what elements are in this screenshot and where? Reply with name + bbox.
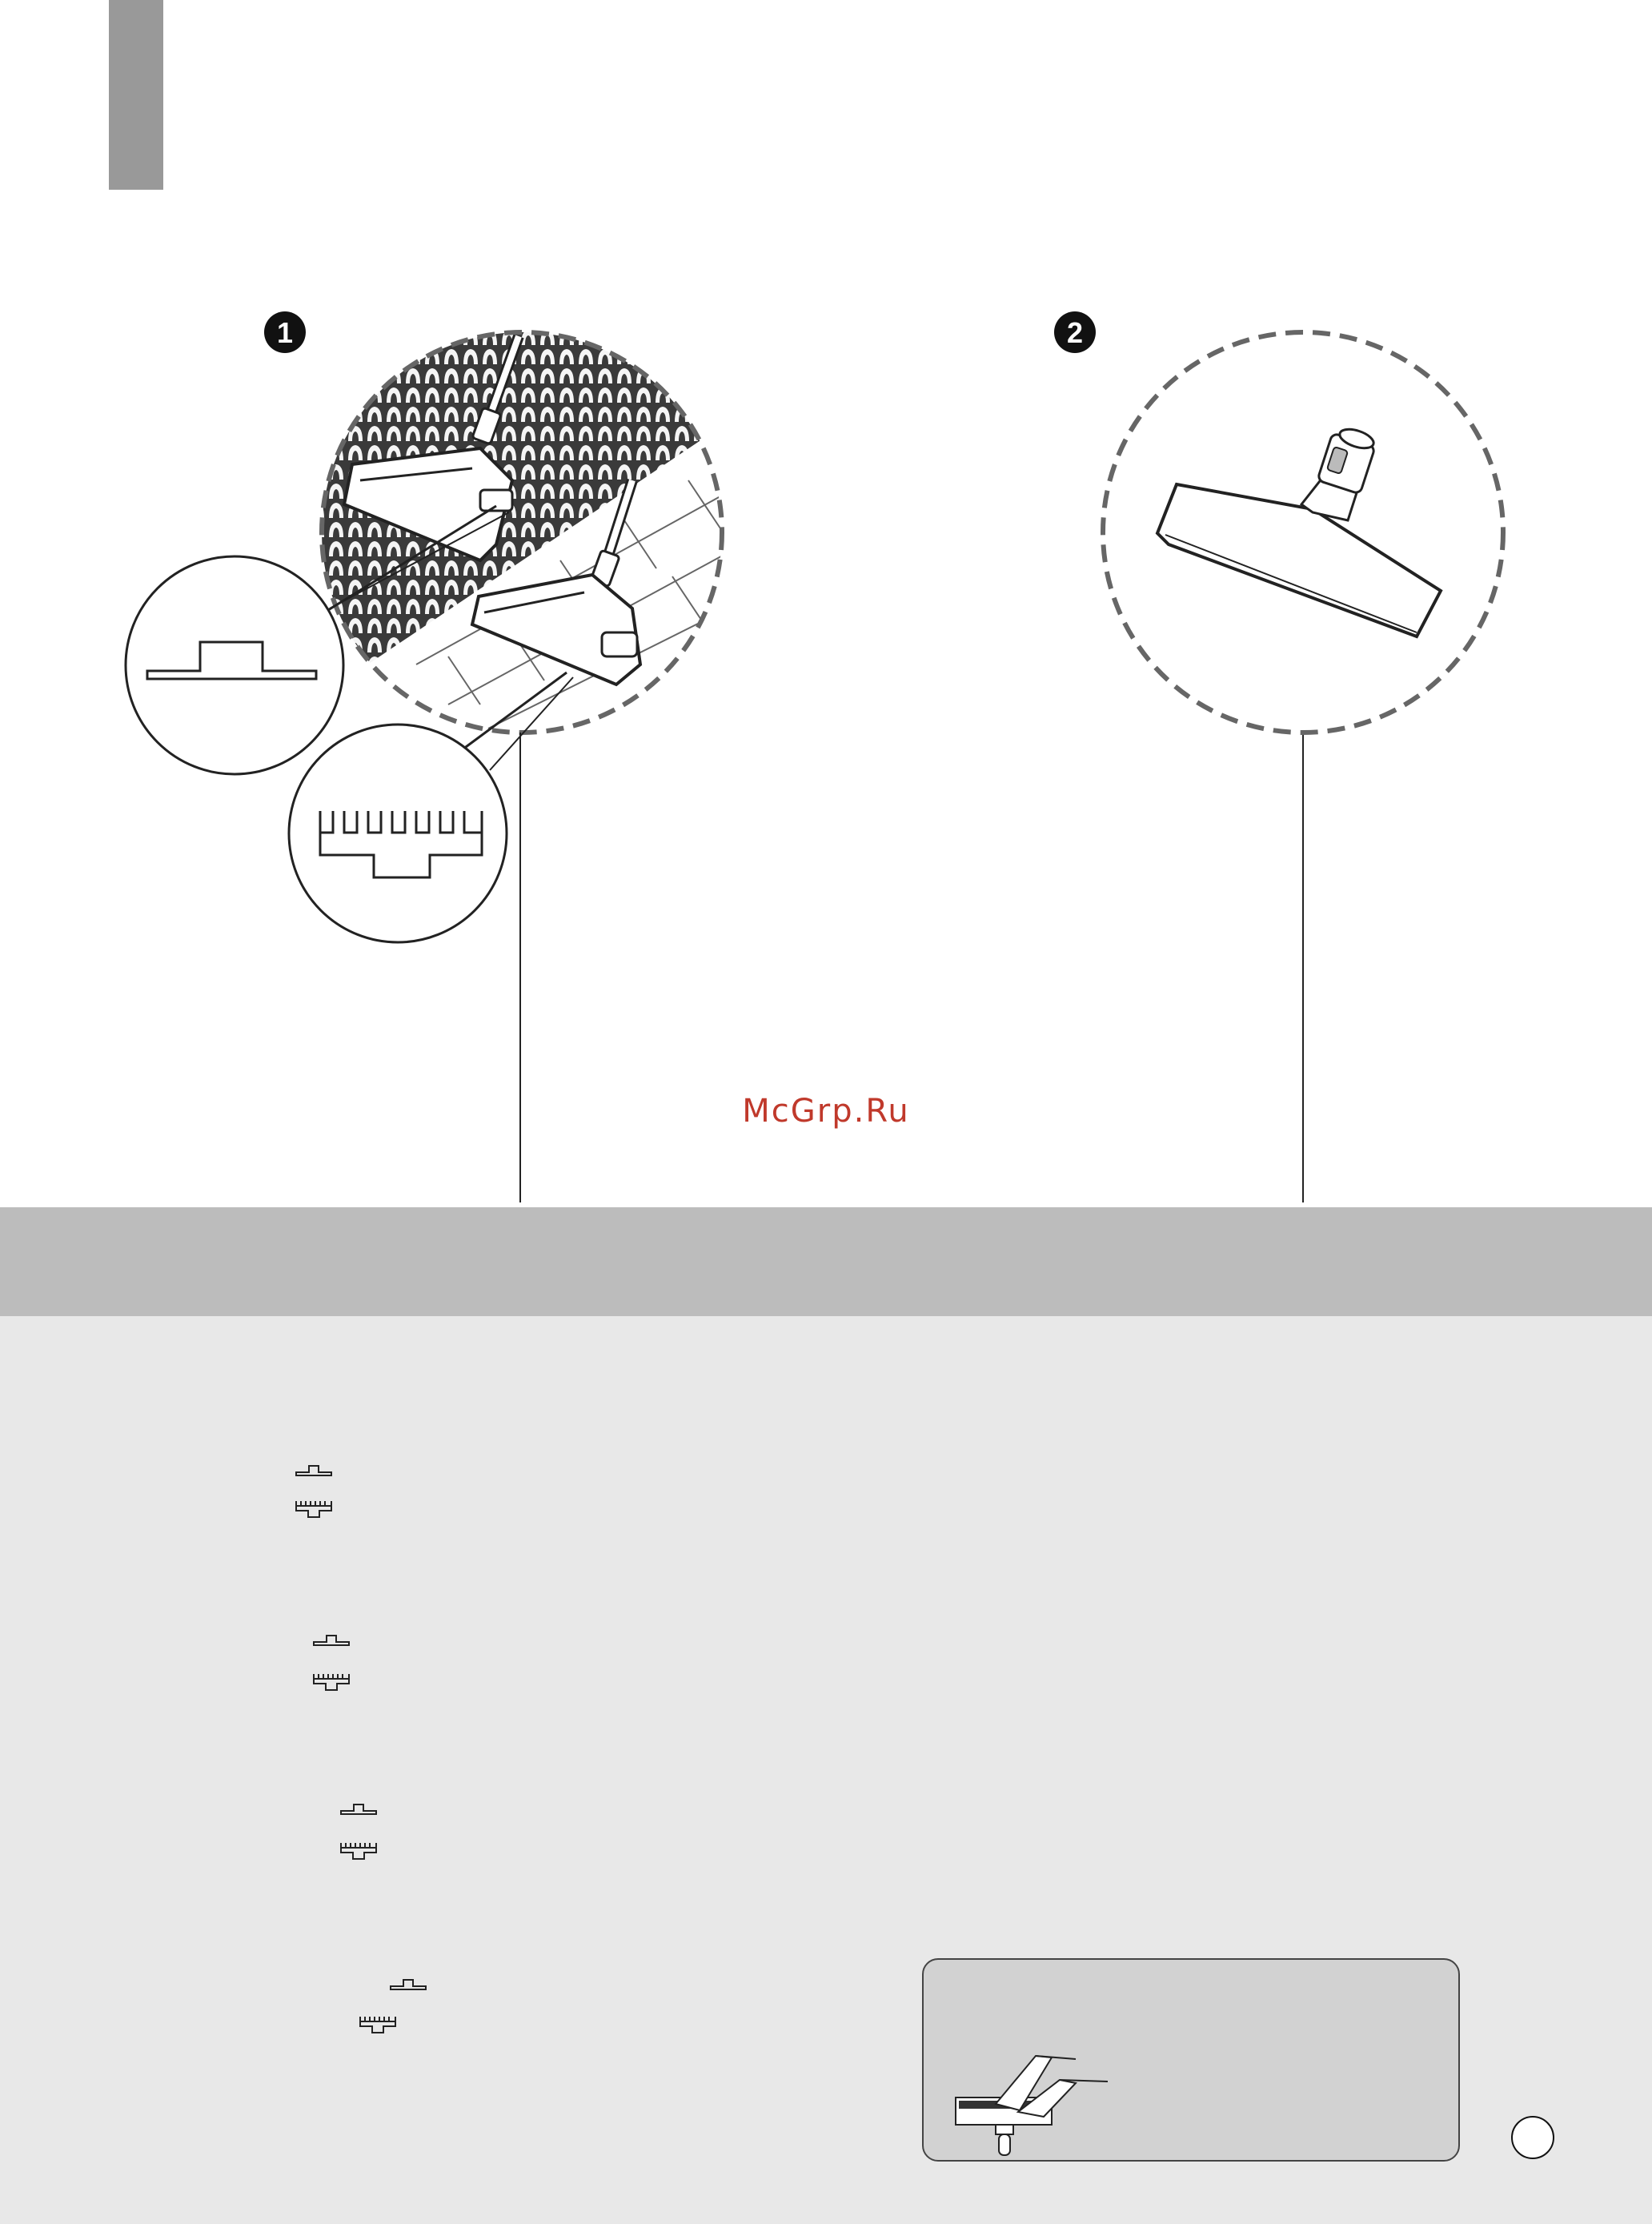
floor-nozzle-scene xyxy=(320,328,736,745)
hard-floor-mode-callout xyxy=(126,556,343,774)
hard-floor-mode-icon xyxy=(312,1628,351,1652)
hard-floor-mode-icon xyxy=(389,1972,427,1996)
step-1-number: 1 xyxy=(276,316,294,349)
carpet-mode-callout xyxy=(289,725,507,942)
watermark: McGrp.Ru xyxy=(742,1093,910,1130)
carpet-mode-icon xyxy=(359,2012,397,2036)
nozzle-storage-icon xyxy=(948,2048,1108,2160)
carpet-mode-icon xyxy=(312,1669,351,1693)
step-2-badge xyxy=(1054,311,1096,353)
note-box xyxy=(922,1958,1460,2162)
carpet-mode-icon xyxy=(295,1496,333,1520)
hard-floor-mode-icon xyxy=(295,1458,333,1482)
section-band xyxy=(0,1207,1652,1316)
step-2-number: 2 xyxy=(1066,316,1084,349)
step-1-badge xyxy=(264,311,306,353)
hard-floor-mode-icon xyxy=(339,1796,378,1821)
carpet-mode-icon xyxy=(339,1838,378,1862)
page-number-circle xyxy=(1511,2116,1554,2159)
